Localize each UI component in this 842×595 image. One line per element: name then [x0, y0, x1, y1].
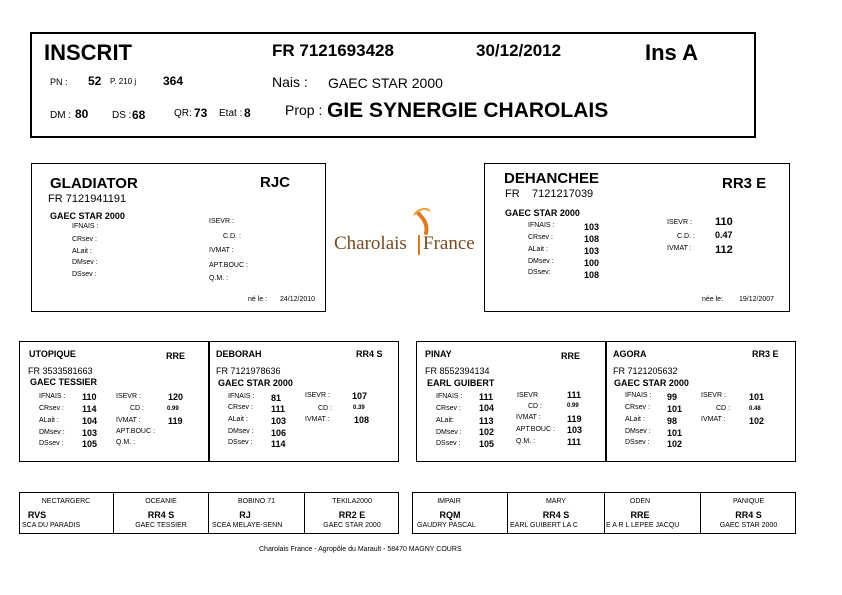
ggp1-breeder: SCA DU PARADIS	[22, 522, 81, 529]
gp1-name: UTOPIQUE	[29, 349, 76, 359]
sire-born-label: né le :	[248, 296, 268, 303]
gp2-dmsev-label: DMsev :	[228, 428, 254, 435]
gp4-isevr: 101	[749, 392, 765, 402]
sire-ifnais-label: IFNAIS :	[72, 223, 99, 230]
gp4-ifnais-label: IFNAIS :	[625, 392, 652, 399]
ggp2-name: OCEANIE	[145, 498, 177, 505]
gp2-dssev-label: DSsev :	[228, 439, 253, 446]
ggp7-code: RRE	[630, 510, 650, 520]
gp3-ifnais-label: IFNAIS :	[436, 393, 463, 400]
gp2-cd-label: CD :	[318, 405, 332, 412]
gp2-dmsev: 106	[271, 428, 287, 438]
dam-dmsev-label: DMsev :	[528, 258, 554, 265]
gp3-ivmat-label: IVMAT :	[516, 414, 541, 421]
sire-alait-label: ALait :	[72, 248, 92, 255]
ggp4-code: RR2 E	[338, 510, 366, 520]
sire-cd-label: C.D. :	[223, 233, 241, 240]
category: Ins A	[645, 40, 698, 65]
dam-born-label: née le:	[702, 296, 724, 303]
dam-dssev: 108	[584, 270, 600, 280]
gp4-isevr-label: ISEVR :	[701, 392, 726, 399]
gp3-dssev-label: DSsev :	[436, 440, 461, 447]
charolais-france-logo	[334, 205, 476, 265]
gp2-ivmat: 108	[354, 415, 370, 425]
gp1-alait-label: ALait :	[39, 417, 59, 424]
dam-isevr-label: ISEVR :	[667, 219, 692, 226]
gp4-ivmat-label: IVMAT :	[701, 416, 726, 423]
etat-value: 8	[244, 106, 251, 120]
logo-text-charolais: Charolais	[334, 233, 407, 254]
gp2-ivmat-label: IVMAT :	[305, 416, 330, 423]
owner-name: GIE SYNERGIE CHAROLAIS	[327, 99, 609, 122]
gp1-dssev: 105	[82, 439, 98, 449]
sire-qm-label: Q.M. :	[209, 275, 229, 282]
ggp4-name: TEKILA2000	[332, 498, 372, 505]
gp3-ifnais: 111	[479, 392, 494, 402]
ds-label: DS :	[112, 110, 132, 121]
gp3-dmsev-label: DMsev :	[436, 429, 462, 436]
gp4-crsev: 101	[667, 404, 683, 414]
dam-id-prefix: FR	[505, 188, 520, 200]
logo-text-france: France	[423, 233, 475, 254]
gp3-isevr: 111	[567, 390, 582, 400]
dam-code: RR3 E	[722, 175, 767, 192]
gp3-dssev: 105	[479, 439, 495, 449]
gp3-name: PINAY	[425, 349, 452, 359]
gp1-dmsev: 103	[82, 428, 98, 438]
pn-label: PN :	[50, 77, 68, 87]
dm-value: 80	[75, 107, 89, 121]
ggp7-breeder: E A R L LEPEE JACQU	[606, 522, 680, 529]
dam-cd-label: C.D. :	[677, 233, 695, 240]
ggp2-breeder: GAEC TESSIER	[135, 522, 187, 529]
dam-id: 7121217039	[532, 188, 594, 200]
gp4-dmsev-label: DMsev :	[625, 428, 651, 435]
gp1-code: RRE	[166, 351, 186, 361]
dam-ifnais: 103	[584, 222, 600, 232]
status-title: INSCRIT	[44, 40, 132, 65]
sire-id: FR 7121941191	[48, 193, 127, 205]
ggp3-code: RJ	[239, 510, 251, 520]
sire-breeder: GAEC STAR 2000	[50, 211, 125, 221]
dam-alait: 103	[584, 246, 600, 256]
gp3-cd: 0.99	[567, 403, 579, 409]
gp4-dssev: 102	[667, 439, 683, 449]
ggp2-code: RR4 S	[147, 510, 175, 520]
gp1-qm-label: Q.M. :	[116, 439, 136, 446]
gp2-isevr-label: ISEVR :	[305, 392, 330, 399]
dam-cd: 0.47	[715, 230, 733, 240]
gp2-breeder: GAEC STAR 2000	[218, 378, 293, 388]
ggp3-name: BOBINO 71	[238, 498, 275, 505]
dam-isevr: 110	[715, 216, 733, 228]
gp3-qm: 111	[567, 437, 582, 447]
gp1-dmsev-label: DMsev :	[39, 429, 65, 436]
gp2-isevr: 107	[352, 391, 368, 401]
footer-address: Charolais France - Agropôle du Marault - 58470 MAGNY COURS	[259, 546, 462, 553]
qr-value: 73	[194, 106, 208, 120]
gp4-dmsev: 101	[667, 428, 683, 438]
dam-crsev: 108	[584, 234, 600, 244]
gp1-ivmat: 119	[168, 416, 183, 426]
dam-dssev-label: DSsev:	[528, 269, 551, 276]
gp3-id: FR 8552394134	[425, 366, 490, 376]
ggp5-name: IMPAIR	[437, 498, 461, 505]
sire-ivmat-label: IVMAT :	[209, 247, 234, 254]
ds-value: 68	[132, 108, 146, 122]
p210-value: 364	[163, 74, 184, 88]
ggp8-breeder: GAEC STAR 2000	[719, 522, 778, 529]
animal-id: FR 7121693428	[272, 41, 394, 60]
gp2-crsev: 111	[271, 404, 286, 414]
gp1-id: FR 3533581663	[28, 366, 93, 376]
sire-isevr-label: ISEVR :	[209, 218, 234, 225]
gp3-ivmat: 119	[567, 414, 582, 424]
sire-born-date: 24/12/2010	[280, 296, 316, 303]
gp2-id: FR 7121978636	[216, 366, 281, 376]
gp4-crsev-label: CRsev :	[625, 404, 650, 411]
dam-name: DEHANCHEE	[504, 170, 600, 187]
logo-swoosh-icon	[334, 205, 476, 235]
gp2-cd: 0.39	[353, 405, 365, 411]
gp3-aptbouc-label: APT.BOUC :	[516, 426, 555, 433]
gp3-aptbouc: 103	[567, 425, 583, 435]
etat-label: Etat :	[219, 108, 243, 119]
gp1-breeder: GAEC TESSIER	[30, 377, 98, 387]
ggp6-name: MARY	[545, 498, 567, 505]
gp2-dssev: 114	[271, 439, 286, 449]
gp3-qm-label: Q.M. :	[516, 438, 536, 445]
gp3-cd-label: CD :	[528, 403, 542, 410]
dam-breeder: GAEC STAR 2000	[505, 208, 580, 218]
gp4-ifnais: 99	[667, 392, 678, 402]
gp3-isevr-label: ISEVR	[517, 392, 539, 399]
qr-label: QR:	[174, 108, 192, 119]
sire-aptbouc-label: APT.BOUC :	[209, 262, 248, 269]
dam-dmsev: 100	[584, 258, 600, 268]
ggp1-code: RVS	[27, 510, 47, 520]
gp1-alait: 104	[82, 416, 98, 426]
gp1-dssev-label: DSsev :	[39, 440, 64, 447]
gp4-dssev-label: DSsev :	[625, 439, 650, 446]
dam-alait-label: ALait :	[528, 246, 548, 253]
dam-ifnais-label: IFNAIS :	[528, 222, 555, 229]
gp3-crsev: 104	[479, 403, 495, 413]
gp2-alait-label: ALait :	[228, 416, 248, 423]
gp1-ifnais: 110	[82, 392, 97, 402]
gp4-id: FR 7121205632	[613, 366, 678, 376]
gp3-alait: 113	[479, 416, 494, 426]
gp2-name: DEBORAH	[216, 349, 262, 359]
gp4-cd: 0.48	[749, 406, 761, 412]
gp4-code: RR3 E	[752, 349, 779, 359]
sire-dmsev-label: DMsev :	[72, 259, 98, 266]
breeder-name: GAEC STAR 2000	[328, 75, 443, 91]
gp1-cd: 0.99	[167, 406, 179, 412]
gp4-ivmat: 102	[749, 416, 765, 426]
sire-dssev-label: DSsev :	[72, 271, 97, 278]
ggp3-breeder: SCEA MELAYE-SENN	[212, 522, 283, 529]
gp1-isevr-label: ISEVR :	[116, 393, 141, 400]
dam-ivmat-label: IVMAT :	[667, 245, 692, 252]
logo-divider	[418, 235, 420, 255]
gp3-code: RRE	[561, 351, 581, 361]
dam-crsev-label: CRsev :	[528, 234, 553, 241]
ggp1-name: NECTARGERC	[41, 498, 91, 505]
ggp6-code: RR4 S	[542, 510, 570, 520]
ggp8-code: RR4 S	[735, 510, 762, 520]
gp2-crsev-label: CRsev :	[228, 404, 253, 411]
gp4-alait-label: ALait :	[625, 416, 645, 423]
dam-born-date: 19/12/2007	[739, 296, 775, 303]
gp2-alait: 103	[271, 416, 287, 426]
gp4-name: AGORA	[613, 349, 647, 359]
gp3-dmsev: 102	[479, 427, 495, 437]
gp2-code: RR4 S	[356, 349, 383, 359]
sire-crsev-label: CRsev :	[72, 236, 97, 243]
gp1-aptbouc-label: APT.BOUC :	[116, 428, 155, 435]
ggp5-breeder: GAUDRY PASCAL	[417, 522, 476, 529]
gp4-breeder: GAEC STAR 2000	[614, 378, 689, 388]
sire-code: RJC	[260, 174, 291, 191]
prop-label: Prop :	[285, 102, 323, 118]
ggp7-name: ODEN	[629, 498, 651, 505]
gp1-crsev: 114	[82, 404, 97, 414]
registration-date: 30/12/2012	[476, 41, 562, 60]
gp2-ifnais-label: IFNAIS :	[228, 393, 255, 400]
gp1-crsev-label: CRsev :	[39, 405, 64, 412]
ggp8-name: PANIQUE	[733, 498, 764, 505]
gp3-crsev-label: CRsev :	[436, 405, 461, 412]
p210-label: P. 210 j	[110, 77, 137, 86]
gp4-cd-label: CD :	[716, 405, 730, 412]
gp3-alait-label: ALait:	[436, 417, 454, 424]
gp1-isevr: 120	[168, 392, 184, 402]
gp4-alait: 98	[667, 416, 678, 426]
gp1-ifnais-label: IFNAIS :	[39, 393, 66, 400]
gp2-ifnais: 81	[271, 393, 282, 403]
nais-label: Nais :	[272, 74, 308, 90]
sire-name: GLADIATOR	[50, 175, 138, 192]
ggp6-breeder: EARL GUIBERT LA C	[510, 522, 578, 529]
ggp4-breeder: GAEC STAR 2000	[323, 522, 381, 529]
pn-value: 52	[88, 74, 102, 88]
gp1-cd-label: CD :	[130, 405, 144, 412]
ggp5-code: RQM	[439, 510, 461, 520]
gp1-ivmat-label: IVMAT :	[116, 417, 141, 424]
dm-label: DM :	[50, 110, 72, 121]
gp3-breeder: EARL GUIBERT	[427, 378, 495, 388]
dam-ivmat: 112	[715, 244, 733, 256]
